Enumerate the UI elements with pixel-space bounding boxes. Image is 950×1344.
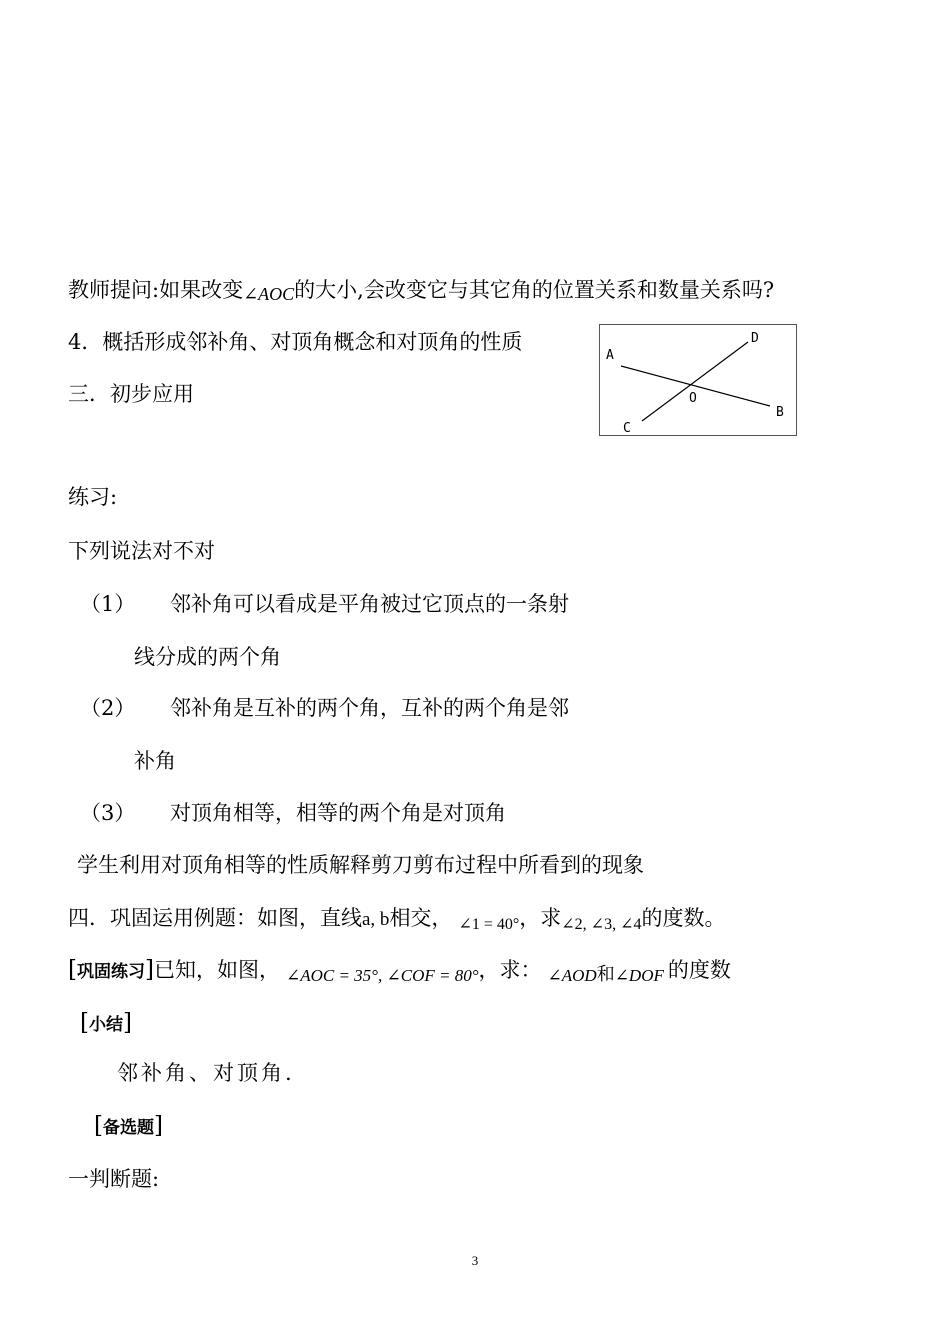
- consolidation-bracket-open: [: [68, 957, 77, 983]
- consolidation-suffix: 的度数: [667, 958, 731, 982]
- section-4-ask: ，求: [519, 906, 562, 930]
- section-4-vars: a, b: [362, 909, 390, 930]
- consolidation-ask: ，求：: [478, 958, 542, 982]
- optional-bracket-close: ]: [153, 1113, 163, 1139]
- consolidation-and: 和: [596, 964, 615, 985]
- statement-1-line2: 线分成的两个角: [134, 645, 281, 669]
- statement-2-line2: 补角: [134, 749, 176, 773]
- optional-bracket-open: [: [94, 1113, 103, 1139]
- consolidation-angle-a: ∠AOD: [547, 966, 597, 985]
- statement-1-line1: 邻补角可以看成是平角被过它顶点的一条射: [170, 592, 569, 616]
- section-4-suffix: 的度数。: [641, 906, 726, 930]
- section-4-mid: 相交，: [389, 906, 453, 930]
- summary-bracket-close: ]: [122, 1010, 132, 1036]
- optional-tag: 备选题: [102, 1118, 154, 1138]
- consolidation-angle-b: ∠DOF: [614, 966, 664, 985]
- summary-bracket-open: [: [80, 1010, 89, 1036]
- statement-1-num: （1）: [80, 592, 136, 616]
- statement-2-line1: 邻补角是互补的两个角，互补的两个角是邻: [170, 696, 569, 720]
- summary-tag: 小结: [88, 1015, 123, 1035]
- section-4-prefix: 四．巩固运用例题：如图，直线: [68, 906, 362, 930]
- consolidation-bracket-close: ]: [144, 957, 154, 983]
- intersecting-lines-figure: [599, 324, 797, 436]
- figure-svg: [600, 325, 798, 437]
- point-b-label: B: [776, 405, 784, 420]
- point-c-label: C: [623, 421, 631, 436]
- angle-aoc: ∠AOC: [243, 284, 295, 304]
- summary-heading: [80, 1012, 132, 1035]
- statement-3-num: （3）: [80, 801, 136, 825]
- section-4-angles: ∠2, ∠3, ∠4: [561, 916, 642, 933]
- consolidation-exercise: [68, 957, 731, 985]
- point-o-label: O: [689, 391, 697, 406]
- consolidation-given: ∠AOC = 35°, ∠COF = 80°: [285, 966, 479, 985]
- true-false-heading: 一判断题:: [68, 1167, 160, 1191]
- line-cd: [642, 342, 748, 421]
- section-4-example: [68, 906, 726, 933]
- consolidation-prefix: 已知，如图，: [153, 958, 280, 982]
- optional-heading: [94, 1115, 163, 1138]
- point-a-label: A: [606, 348, 614, 363]
- point-d-label: D: [751, 331, 759, 346]
- student-activity: 学生利用对顶角相等的性质解释剪刀剪布过程中所看到的现象: [77, 853, 644, 877]
- exercise-label: 练习:: [68, 485, 118, 509]
- statement-2-num: （2）: [80, 696, 136, 720]
- exercise-prompt: 下列说法对不对: [68, 539, 215, 563]
- statement-3-line1: 对顶角相等，相等的两个角是对顶角: [170, 801, 506, 825]
- teacher-question-prefix: 教师提问:如果改变: [68, 278, 244, 302]
- page-number: 3: [471, 1253, 479, 1268]
- teacher-question-suffix: 的大小,会改变它与其它角的位置关系和数量关系吗?: [294, 278, 775, 302]
- teacher-question: [68, 278, 775, 304]
- summary-content: 邻补角、对顶角.: [117, 1061, 295, 1085]
- section-4-given: ∠1 = 40°: [458, 916, 520, 933]
- consolidation-tag: 巩固练习: [76, 962, 145, 982]
- section-3-heading: 三．初步应用: [68, 382, 194, 406]
- item-4: 4．概括形成邻补角、对顶角概念和对顶角的性质: [68, 330, 523, 354]
